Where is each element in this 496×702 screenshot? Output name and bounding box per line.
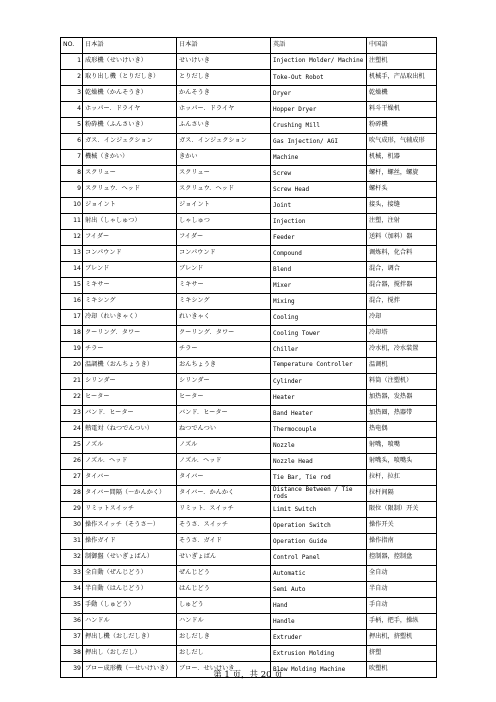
japanese-term: 押出し（おしだし） bbox=[83, 646, 177, 662]
english-term: Hopper Dryer bbox=[271, 102, 367, 118]
japanese-term: ガス．インジェクション bbox=[83, 134, 177, 150]
row-number: 1 bbox=[61, 54, 83, 70]
chinese-term: 挤塑 bbox=[367, 646, 437, 662]
japanese-reading: スクリュー bbox=[177, 166, 271, 182]
table-row bbox=[61, 374, 437, 390]
english-term: Injection Molder/ Machine bbox=[271, 54, 367, 70]
table-row bbox=[61, 182, 437, 198]
table-row bbox=[61, 406, 437, 422]
japanese-reading: ヒーター bbox=[177, 390, 271, 406]
table-row bbox=[61, 358, 437, 374]
row-number: 9 bbox=[61, 182, 83, 198]
english-term: Control Panel bbox=[271, 550, 367, 566]
japanese-reading: そうさ．ガイド bbox=[177, 534, 271, 550]
row-number: 27 bbox=[61, 470, 83, 486]
japanese-reading: バンド．ヒーター bbox=[177, 406, 271, 422]
japanese-term: 熱電対（ねつでんつい） bbox=[83, 422, 177, 438]
japanese-reading: おんちょうき bbox=[177, 358, 271, 374]
chinese-term: 手自动 bbox=[367, 598, 437, 614]
japanese-term: 手動（しゅどう） bbox=[83, 598, 177, 614]
row-number: 39 bbox=[61, 662, 83, 678]
japanese-term: 操作ガイド bbox=[83, 534, 177, 550]
chinese-term: 射嘴头，喷嘴头 bbox=[367, 454, 437, 470]
chinese-term: 料筒（注塑机） bbox=[367, 374, 437, 390]
table-row bbox=[61, 310, 437, 326]
japanese-reading: ぜんじどう bbox=[177, 566, 271, 582]
japanese-reading: ハンドル bbox=[177, 614, 271, 630]
chinese-term: 温调机 bbox=[367, 358, 437, 374]
english-term: Joint bbox=[271, 198, 367, 214]
row-number: 28 bbox=[61, 486, 83, 502]
table-row bbox=[61, 566, 437, 582]
japanese-term: 温調機（おんちょうき） bbox=[83, 358, 177, 374]
row-number: 8 bbox=[61, 166, 83, 182]
japanese-term: クーリング．タワー bbox=[83, 326, 177, 342]
japanese-reading: ガス．インジェクション bbox=[177, 134, 271, 150]
table-row bbox=[61, 326, 437, 342]
japanese-term: ミキサー bbox=[83, 278, 177, 294]
japanese-reading: せいぎょばん bbox=[177, 550, 271, 566]
japanese-reading: リミット．スイッチ bbox=[177, 502, 271, 518]
chinese-term: 射嘴，喷嘴 bbox=[367, 438, 437, 454]
japanese-reading: ノズル．ヘッド bbox=[177, 454, 271, 470]
english-term: Operation Guide bbox=[271, 534, 367, 550]
row-number: 36 bbox=[61, 614, 83, 630]
english-term: Compound bbox=[271, 246, 367, 262]
chinese-term: 送料（加料）器 bbox=[367, 230, 437, 246]
row-number: 22 bbox=[61, 390, 83, 406]
table-row bbox=[61, 630, 437, 646]
row-number: 34 bbox=[61, 582, 83, 598]
english-term: Dryer bbox=[271, 86, 367, 102]
japanese-term: リミットスイッチ bbox=[83, 502, 177, 518]
table-row bbox=[61, 342, 437, 358]
table-row bbox=[61, 54, 437, 70]
row-number: 10 bbox=[61, 198, 83, 214]
chinese-term: 混合，调合 bbox=[367, 262, 437, 278]
chinese-term: 混合，搅拌 bbox=[367, 294, 437, 310]
japanese-reading: タイバー bbox=[177, 470, 271, 486]
row-number: 26 bbox=[61, 454, 83, 470]
row-number: 4 bbox=[61, 102, 83, 118]
chinese-term: 加热器，发热器 bbox=[367, 390, 437, 406]
table-row bbox=[61, 614, 437, 630]
english-term: Limit Switch bbox=[271, 502, 367, 518]
table-row bbox=[61, 294, 437, 310]
table-row bbox=[61, 134, 437, 150]
header-english: 英語 bbox=[271, 38, 367, 54]
chinese-term: 螺杆，螺丝，螺旋 bbox=[367, 166, 437, 182]
japanese-reading: きかい bbox=[177, 150, 271, 166]
chinese-term: 热电偶 bbox=[367, 422, 437, 438]
table-row bbox=[61, 214, 437, 230]
table-header-row bbox=[61, 38, 437, 54]
chinese-term: 混合器，搅拌器 bbox=[367, 278, 437, 294]
english-term: Machine bbox=[271, 150, 367, 166]
chinese-term: 接头，接缝 bbox=[367, 198, 437, 214]
japanese-reading: かんそうき bbox=[177, 86, 271, 102]
japanese-reading: せいけいき bbox=[177, 54, 271, 70]
japanese-reading: はんじどう bbox=[177, 582, 271, 598]
chinese-term: 押出机，挤塑机 bbox=[367, 630, 437, 646]
table-row bbox=[61, 550, 437, 566]
japanese-term: 冷却（れいきゃく） bbox=[83, 310, 177, 326]
table-row bbox=[61, 534, 437, 550]
table-row bbox=[61, 518, 437, 534]
japanese-reading: ブレンド bbox=[177, 262, 271, 278]
english-term: Operation Switch bbox=[271, 518, 367, 534]
english-term: Temperature Controller bbox=[271, 358, 367, 374]
header-chinese: 中国語 bbox=[367, 38, 437, 54]
japanese-term: ブレンド bbox=[83, 262, 177, 278]
row-number: 12 bbox=[61, 230, 83, 246]
table-row bbox=[61, 278, 437, 294]
chinese-term: 半自动 bbox=[367, 582, 437, 598]
row-number: 6 bbox=[61, 134, 83, 150]
chinese-term: 冷却塔 bbox=[367, 326, 437, 342]
table-row bbox=[61, 390, 437, 406]
japanese-term: スクリュー bbox=[83, 166, 177, 182]
chinese-term: 加热圈，热器带 bbox=[367, 406, 437, 422]
japanese-reading: しゃしゅつ bbox=[177, 214, 271, 230]
chinese-term: 操作开关 bbox=[367, 518, 437, 534]
japanese-reading: とりだしき bbox=[177, 70, 271, 86]
table-row bbox=[61, 422, 437, 438]
chinese-term: 乾燥機 bbox=[367, 86, 437, 102]
table-row bbox=[61, 246, 437, 262]
english-term: Extruder bbox=[271, 630, 367, 646]
row-number: 38 bbox=[61, 646, 83, 662]
japanese-term: 全自動（ぜんじどう） bbox=[83, 566, 177, 582]
japanese-term: 取り出し機（とりだしき） bbox=[83, 70, 177, 86]
row-number: 3 bbox=[61, 86, 83, 102]
chinese-term: 全自动 bbox=[367, 566, 437, 582]
english-term: Extrusion Molding bbox=[271, 646, 367, 662]
english-term: Band Heater bbox=[271, 406, 367, 422]
japanese-reading: ねつでんつい bbox=[177, 422, 271, 438]
english-term: Screw bbox=[271, 166, 367, 182]
english-term: Screw Head bbox=[271, 182, 367, 198]
chinese-term: 调炼料，化合料 bbox=[367, 246, 437, 262]
english-term: Mixing bbox=[271, 294, 367, 310]
english-term: Cooling bbox=[271, 310, 367, 326]
chinese-term: 冷水机，冷水装置 bbox=[367, 342, 437, 358]
japanese-term: ミキシング bbox=[83, 294, 177, 310]
japanese-reading: フイダー bbox=[177, 230, 271, 246]
table-row bbox=[61, 438, 437, 454]
english-term: Semi Auto bbox=[271, 582, 367, 598]
row-number: 14 bbox=[61, 262, 83, 278]
row-number: 17 bbox=[61, 310, 83, 326]
row-number: 30 bbox=[61, 518, 83, 534]
japanese-reading: そうさ．スイッチ bbox=[177, 518, 271, 534]
japanese-reading: ジョイント bbox=[177, 198, 271, 214]
english-term: Distance Between / Tie rods bbox=[271, 486, 367, 502]
japanese-term: 操作スイッチ（そうさ～） bbox=[83, 518, 177, 534]
chinese-term: 吹塑机 bbox=[367, 662, 437, 678]
chinese-term: 螺杆头 bbox=[367, 182, 437, 198]
glossary-table bbox=[60, 37, 437, 678]
chinese-term: 吹气成形，气辅成形 bbox=[367, 134, 437, 150]
japanese-term: ハンドル bbox=[83, 614, 177, 630]
english-term: Blow Molding Machine bbox=[271, 662, 367, 678]
english-term: Hand bbox=[271, 598, 367, 614]
japanese-reading: ミキサー bbox=[177, 278, 271, 294]
japanese-reading: シリンダー bbox=[177, 374, 271, 390]
row-number: 35 bbox=[61, 598, 83, 614]
japanese-reading: ふんさいき bbox=[177, 118, 271, 134]
japanese-term: タイバー bbox=[83, 470, 177, 486]
header-japanese: 日本語 bbox=[83, 38, 177, 54]
chinese-term: 控制器，控制盘 bbox=[367, 550, 437, 566]
row-number: 37 bbox=[61, 630, 83, 646]
table-row bbox=[61, 470, 437, 486]
row-number: 11 bbox=[61, 214, 83, 230]
japanese-term: 射出（しゃしゅつ） bbox=[83, 214, 177, 230]
row-number: 21 bbox=[61, 374, 83, 390]
japanese-reading: チラー bbox=[177, 342, 271, 358]
japanese-term: 押出し機（おしだしき） bbox=[83, 630, 177, 646]
japanese-reading: タイバー．かんかく bbox=[177, 486, 271, 502]
english-term: Tie Bar, Tie rod bbox=[271, 470, 367, 486]
row-number: 25 bbox=[61, 438, 83, 454]
english-term: Gas Injection/ AGI bbox=[271, 134, 367, 150]
japanese-reading: れいきゃく bbox=[177, 310, 271, 326]
japanese-term: 粉砕機（ふんさいき） bbox=[83, 118, 177, 134]
japanese-term: チラー bbox=[83, 342, 177, 358]
japanese-term: フイダー bbox=[83, 230, 177, 246]
english-term: Cylinder bbox=[271, 374, 367, 390]
english-term: Blend bbox=[271, 262, 367, 278]
chinese-term: 料斗干燥机 bbox=[367, 102, 437, 118]
english-term: Handle bbox=[271, 614, 367, 630]
chinese-term: 手柄，把手，操纵 bbox=[367, 614, 437, 630]
japanese-term: シリンダー bbox=[83, 374, 177, 390]
english-term: Toke-Out Robot bbox=[271, 70, 367, 86]
english-term: Automatic bbox=[271, 566, 367, 582]
row-number: 19 bbox=[61, 342, 83, 358]
row-number: 29 bbox=[61, 502, 83, 518]
chinese-term: 注塑机 bbox=[367, 54, 437, 70]
japanese-term: 乾燥機（かんそうき） bbox=[83, 86, 177, 102]
japanese-reading: しゅどう bbox=[177, 598, 271, 614]
english-term: Thermocouple bbox=[271, 422, 367, 438]
chinese-term: 操作指南 bbox=[367, 534, 437, 550]
english-term: Nozzle Head bbox=[271, 454, 367, 470]
table-row bbox=[61, 198, 437, 214]
japanese-reading: ノズル bbox=[177, 438, 271, 454]
japanese-term: 制御盤（せいぎょばん） bbox=[83, 550, 177, 566]
japanese-reading: ブロー．せいけいき bbox=[177, 662, 271, 678]
row-number: 16 bbox=[61, 294, 83, 310]
english-term: Heater bbox=[271, 390, 367, 406]
table-row bbox=[61, 230, 437, 246]
header-number: NO. bbox=[61, 38, 83, 54]
japanese-reading: おしだし bbox=[177, 646, 271, 662]
row-number: 31 bbox=[61, 534, 83, 550]
japanese-reading: おしだしき bbox=[177, 630, 271, 646]
japanese-term: ホッパー．ドライヤ bbox=[83, 102, 177, 118]
chinese-term: 冷却 bbox=[367, 310, 437, 326]
japanese-term: スクリュウ．ヘッド bbox=[83, 182, 177, 198]
english-term: Injection bbox=[271, 214, 367, 230]
table-row bbox=[61, 486, 437, 502]
row-number: 24 bbox=[61, 422, 83, 438]
chinese-term: 限位（限制）开关 bbox=[367, 502, 437, 518]
table-row bbox=[61, 150, 437, 166]
chinese-term: 机械手，产品取出机 bbox=[367, 70, 437, 86]
page-footer: 第 1 页，共 20 页 bbox=[213, 670, 283, 680]
row-number: 5 bbox=[61, 118, 83, 134]
header-japanese-reading: 日本語 bbox=[177, 38, 271, 54]
chinese-term: 机械，机器 bbox=[367, 150, 437, 166]
japanese-term: ブロー成形機（～せいけいき） bbox=[83, 662, 177, 678]
japanese-term: 半自動（はんじどう） bbox=[83, 582, 177, 598]
table-row bbox=[61, 454, 437, 470]
table-row bbox=[61, 70, 437, 86]
japanese-term: ノズル．ヘッド bbox=[83, 454, 177, 470]
japanese-reading: スクリュウ．ヘッド bbox=[177, 182, 271, 198]
row-number: 18 bbox=[61, 326, 83, 342]
japanese-term: バンド．ヒーター bbox=[83, 406, 177, 422]
chinese-term: 拉杆间隔 bbox=[367, 486, 437, 502]
table-row bbox=[61, 598, 437, 614]
english-term: Chiller bbox=[271, 342, 367, 358]
japanese-term: ノズル bbox=[83, 438, 177, 454]
japanese-reading: コンパウンド bbox=[177, 246, 271, 262]
japanese-term: ヒーター bbox=[83, 390, 177, 406]
row-number: 15 bbox=[61, 278, 83, 294]
table-row bbox=[61, 118, 437, 134]
row-number: 32 bbox=[61, 550, 83, 566]
table-row bbox=[61, 582, 437, 598]
english-term: Cooling Tower bbox=[271, 326, 367, 342]
table-row bbox=[61, 262, 437, 278]
table-row bbox=[61, 166, 437, 182]
row-number: 33 bbox=[61, 566, 83, 582]
table-row bbox=[61, 646, 437, 662]
chinese-term: 拉杆，拉扛 bbox=[367, 470, 437, 486]
table-row bbox=[61, 86, 437, 102]
japanese-reading: ミキシング bbox=[177, 294, 271, 310]
row-number: 7 bbox=[61, 150, 83, 166]
japanese-term: タイバー間隔（～かんかく） bbox=[83, 486, 177, 502]
english-term: Nozzle bbox=[271, 438, 367, 454]
japanese-reading: クーリング．タワー bbox=[177, 326, 271, 342]
table-body bbox=[61, 54, 437, 678]
english-term: Mixer bbox=[271, 278, 367, 294]
row-number: 23 bbox=[61, 406, 83, 422]
row-number: 20 bbox=[61, 358, 83, 374]
row-number: 2 bbox=[61, 70, 83, 86]
row-number: 13 bbox=[61, 246, 83, 262]
japanese-reading: ホッパー．ドライヤ bbox=[177, 102, 271, 118]
table-row bbox=[61, 502, 437, 518]
japanese-term: 機械（きかい） bbox=[83, 150, 177, 166]
english-term: Crushing Mill bbox=[271, 118, 367, 134]
table-row bbox=[61, 102, 437, 118]
japanese-term: 成形機（せいけいき） bbox=[83, 54, 177, 70]
chinese-term: 注塑，注射 bbox=[367, 214, 437, 230]
japanese-term: ジョイント bbox=[83, 198, 177, 214]
english-term: Feeder bbox=[271, 230, 367, 246]
japanese-term: コンパウンド bbox=[83, 246, 177, 262]
chinese-term: 粉碎機 bbox=[367, 118, 437, 134]
